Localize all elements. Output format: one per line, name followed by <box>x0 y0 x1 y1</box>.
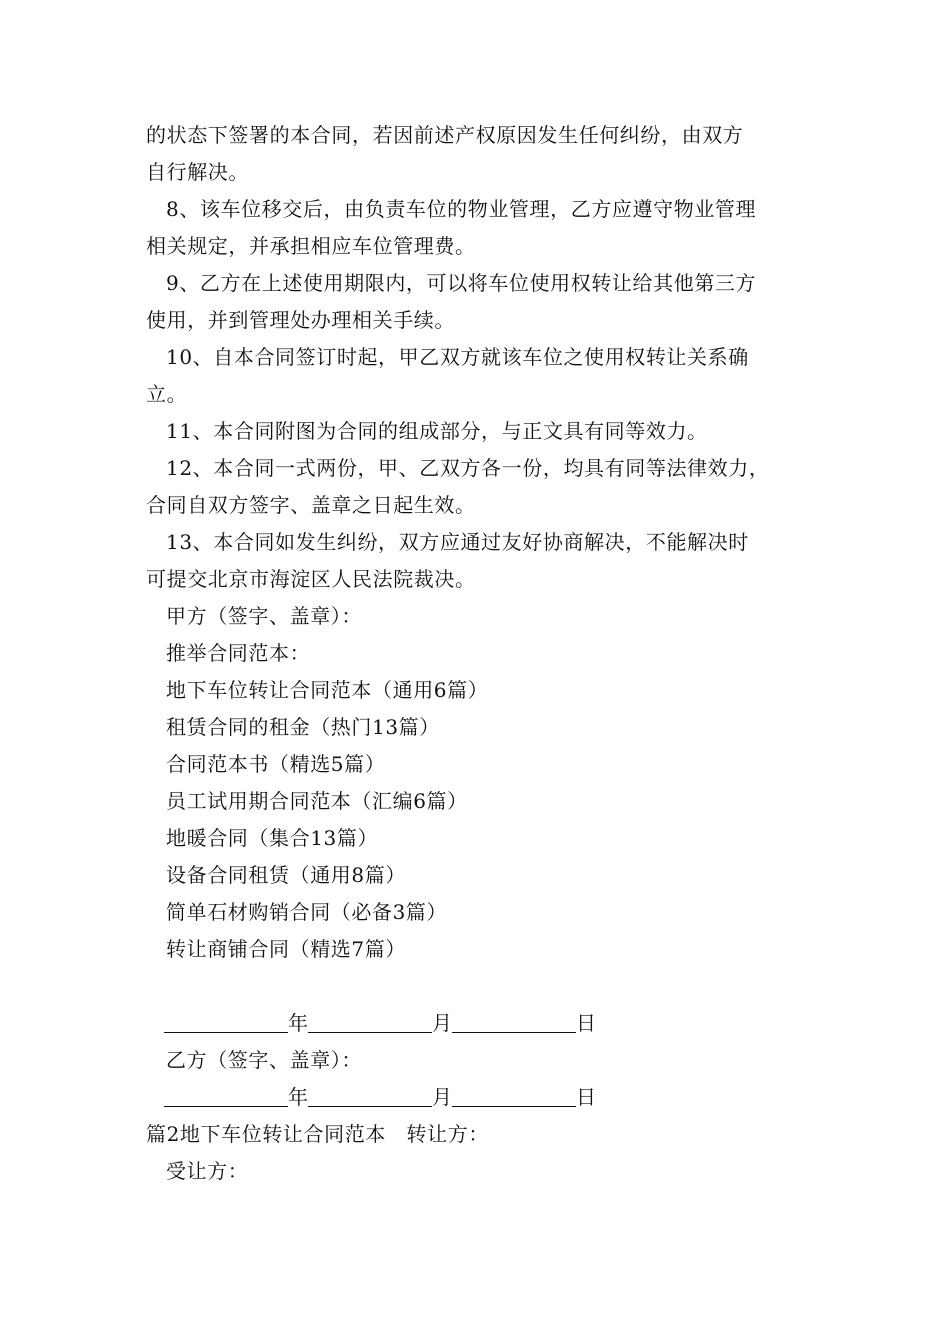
year-blank <box>164 1008 288 1033</box>
recommend-item[interactable]: 设备合同租赁（通用8篇） <box>166 863 406 887</box>
recommend-item[interactable]: 员工试用期合同范本（汇编6篇） <box>166 789 468 813</box>
clause-10-line-1: 10、自本合同签订时起，甲乙双方就该车位之使用权转让关系确 <box>166 345 749 369</box>
year-blank <box>164 1082 288 1107</box>
day-blank <box>452 1008 576 1033</box>
document-body <box>146 117 826 1190</box>
year-unit: 年 <box>288 1085 308 1109</box>
month-unit: 月 <box>432 1011 452 1035</box>
recommend-item[interactable]: 合同范本书（精选5篇） <box>166 752 386 776</box>
paragraph-7-line-2: 自行解决。 <box>146 160 249 184</box>
recommend-item[interactable]: 租赁合同的租金（热门13篇） <box>166 715 440 739</box>
section-2-title: 篇2地下车位转让合同范本 转让方： <box>146 1122 489 1146</box>
clause-12-line-2: 合同自双方签字、盖章之日起生效。 <box>146 493 476 517</box>
clause-10-line-2: 立。 <box>146 382 188 406</box>
party-a-date-line <box>146 1005 826 1042</box>
clause-8-line-1: 8、该车位移交后，由负责车位的物业管理，乙方应遵守物业管理 <box>166 197 757 221</box>
day-blank <box>452 1082 576 1107</box>
recommend-heading: 推举合同范本： <box>166 641 311 665</box>
month-unit: 月 <box>432 1085 452 1109</box>
clause-9-line-2: 使用，并到管理处办理相关手续。 <box>146 308 455 332</box>
year-unit: 年 <box>288 1011 308 1035</box>
recommend-item[interactable]: 地下车位转让合同范本（通用6篇） <box>166 678 489 702</box>
recommend-item[interactable]: 地暖合同（集合13篇） <box>166 826 379 850</box>
clause-12-line-1: 12、本合同一式两份，甲、乙双方各一份，均具有同等法律效力， <box>166 456 770 480</box>
day-unit: 日 <box>576 1011 596 1035</box>
paragraph-7-line-1: 的状态下签署的本合同，若因前述产权原因发生任何纠纷，由双方 <box>146 123 744 147</box>
recommend-item[interactable]: 简单石材购销合同（必备3篇） <box>166 900 448 924</box>
party-b-date-line <box>146 1079 826 1116</box>
month-blank <box>308 1082 432 1107</box>
clause-9-line-1: 9、乙方在上述使用期限内，可以将车位使用权转让给其他第三方 <box>166 271 757 295</box>
spacer <box>146 968 826 1005</box>
clause-13-line-2: 可提交北京市海淀区人民法院裁决。 <box>146 567 476 591</box>
clause-8-line-2: 相关规定，并承担相应车位管理费。 <box>146 234 476 258</box>
party-b-label: 乙方（签字、盖章）： <box>166 1048 362 1072</box>
transferee-label: 受让方： <box>166 1159 249 1183</box>
party-a-label: 甲方（签字、盖章）： <box>166 604 362 628</box>
clause-11-line-1: 11、本合同附图为合同的组成部分，与正文具有同等效力。 <box>166 419 708 443</box>
recommend-item[interactable]: 转让商铺合同（精选7篇） <box>166 937 406 961</box>
clause-13-line-1: 13、本合同如发生纠纷，双方应通过友好协商解决，不能解决时 <box>166 530 749 554</box>
month-blank <box>308 1008 432 1033</box>
day-unit: 日 <box>576 1085 596 1109</box>
